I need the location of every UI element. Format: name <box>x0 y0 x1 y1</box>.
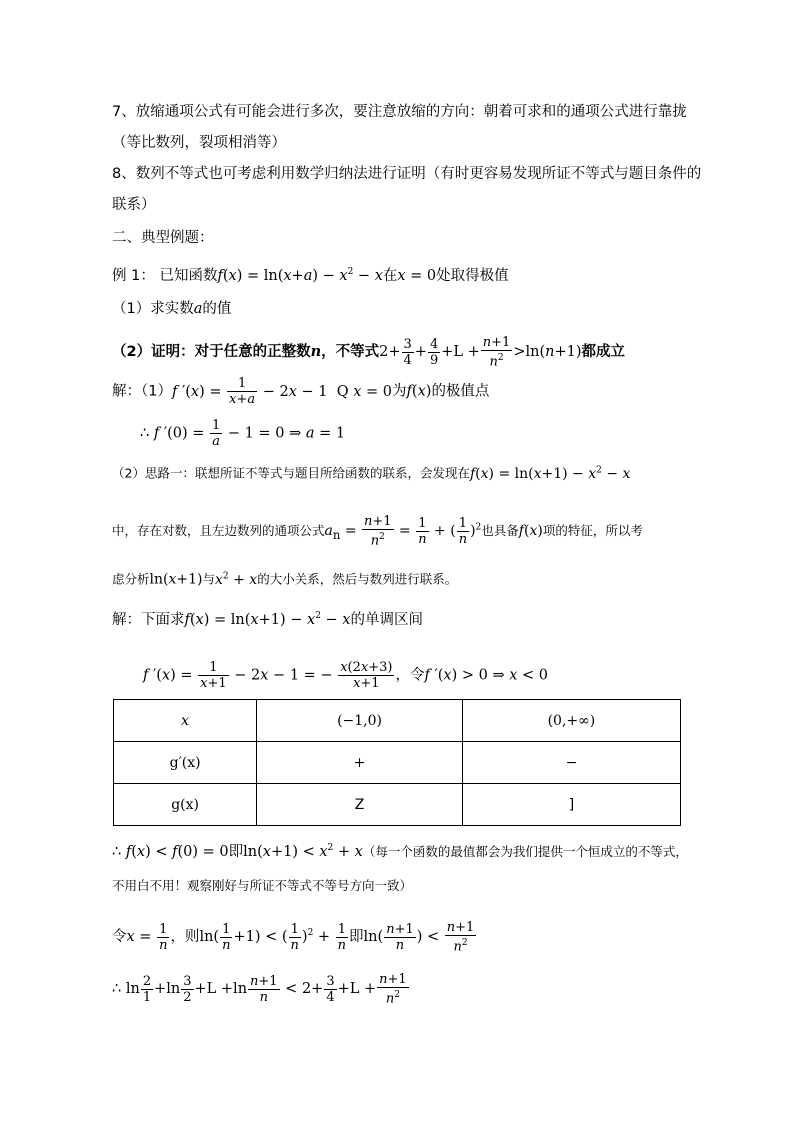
example-text: 在 <box>382 267 398 284</box>
monotonicity-table <box>113 699 681 826</box>
solution-text: 解：下面求 <box>112 611 185 628</box>
substitution-line: 令x = $\frac{1}{n}$ ，则ln( $\frac{1}{n}$ +1) < ( $\frac{1}{n}$ )$^2$ + $\frac{1}{n}$ 即ln( $\frac{n+1}{n}$ ) < $\frac{n+1}{n^2}$ <box>112 920 475 955</box>
question-1 <box>112 299 231 319</box>
conclusion-text: 即 <box>228 843 244 860</box>
table-cell: g(x) <box>114 784 257 826</box>
function-formula: f <box>217 267 223 284</box>
question-variable: n <box>310 343 322 361</box>
example-1-statement: 例 1： 已知函数$f(x) = \ln(x+a) - x^2 - x$在x = 0处取得极值 <box>112 267 509 284</box>
solution-result: ∴ f ′(0) = $\frac{1}{a}$ − 1 = 0 ⇒ a = 1 <box>140 418 346 449</box>
question-variable: a <box>193 301 203 317</box>
question-text: ，不等式 <box>321 344 380 361</box>
table-cell: − <box>462 742 680 784</box>
substitution-text: ，则 <box>170 929 200 946</box>
tip-7-line-1: 7、放缩通项公式有可能会进行多次，要注意放缩的方向：朝着可求和的通项公式进行靠拢 <box>112 104 687 120</box>
idea-text: 的大小关系，然后与数列进行联系。 <box>257 571 458 587</box>
solution-label: 解：（1） <box>112 383 172 400</box>
question-text: （1）求实数 <box>112 301 194 317</box>
idea-text: 虑分析 <box>112 571 150 587</box>
table-cell: g′(x) <box>114 742 257 784</box>
idea-line-2: 中，存在对数，且左边数列的通项公式$a_n$ = $\frac{n+1}{n^2}$ = $\frac{1}{n}$ + ( $\frac{1}{n}$ )$^2$也具备f(x)项的特征，所以考 <box>112 514 643 549</box>
derivative-formula: f ′(x) = $\frac{1}{x+a}$ − 2x − 1 Q x = 0 <box>171 376 393 407</box>
derivative-line: f ′(x) = $\frac{1}{x+1}$ − 2x − 1 = − $\frac{x(2x+3)}{x+1}$ ，令f ′(x) > 0 ⇒ x < 0 <box>143 660 548 691</box>
table-cell: + <box>257 742 463 784</box>
inequality-formula: 2+ $\frac{3}{4}$ + $\frac{4}{9}$ +L + $\frac{n+1}{n^2}$ >ln(n+1) <box>379 335 582 370</box>
idea-line-1: （2）思路一：联想所证不等式与题目所给函数的联系，会发现在$f(x) = \ln(x+1) - x^2 - x$ <box>112 465 631 482</box>
idea-text: 中，存在对数，且左边数列的通项公式 <box>112 523 325 539</box>
table-header-cell: x <box>114 700 257 742</box>
solution-text: 的极值点 <box>431 383 490 400</box>
sum-inequality: ∴ ln $\frac{2}{1}$ +ln $\frac{3}{2}$ +L +ln $\frac{n+1}{n}$ < 2+ $\frac{3}{4}$ +L + $\frac{n+1}{n^2}$ <box>112 972 407 1007</box>
conclusion-line-2: 不用白不用！观察刚好与所证不等式不等号方向一致） <box>112 878 413 893</box>
idea-line-3: 虑分析ln(x+1)与$x^2 + x$的大小关系，然后与数列进行联系。 <box>112 571 458 588</box>
question-2 <box>112 335 625 369</box>
tip-8-line-1: 8、数列不等式也可考虑利用数学归纳法进行证明（有时更容易发现所证不等式与题目条件的 <box>112 166 702 182</box>
solution-text: 为 <box>392 383 407 400</box>
derivative-text: ，令 <box>395 667 425 684</box>
question-text: 的值 <box>202 301 232 317</box>
conclusion-line-1: ∴ f(x) < f(0) = 0即$\ln(x+1) < x^2 + x$（每一个函数的最值都会为我们提供一个恒成立的不等式， <box>112 843 688 860</box>
table-row <box>114 784 681 826</box>
tip-7-line-2: （等比数列，裂项相消等） <box>112 135 286 151</box>
idea-text: （2）思路一：联想所证不等式与题目所给函数的联系，会发现在 <box>112 465 470 481</box>
monotonic-intro: 解：下面求$f(x) = \ln(x+1) - x^2 - x$的单调区间 <box>112 611 423 628</box>
idea-text: 也具备 <box>481 523 519 539</box>
solution-part-1: 解：（1）f ′(x) = $\frac{1}{x+a}$ − 2x − 1 Q x = 0为f(x)的极值点 <box>112 376 490 407</box>
solution-text: 的单调区间 <box>350 611 423 628</box>
example-label: 例 1： <box>112 267 155 284</box>
idea-text: 与 <box>202 571 216 587</box>
substitution-text: 令 <box>112 929 127 946</box>
table-header-cell: (0,+∞) <box>462 700 680 742</box>
section-heading: 二、典型例题： <box>112 230 214 246</box>
table-row <box>114 742 681 784</box>
tip-8-line-2: 联系） <box>112 197 156 213</box>
conclusion-text: （每一个函数的最值都会为我们提供一个恒成立的不等式， <box>362 843 688 859</box>
example-text: 已知函数 <box>159 267 218 284</box>
question-text: （2）证明：对于任意的正整数 <box>112 344 311 361</box>
table-row <box>114 700 681 742</box>
example-text: 处取得极值 <box>436 267 509 284</box>
table-cell: ] <box>462 784 680 826</box>
substitution-text: 即 <box>349 929 364 946</box>
table-cell: Z <box>257 784 463 826</box>
idea-text: 项的特征，所以考 <box>542 523 643 539</box>
question-text: 都成立 <box>581 344 626 361</box>
table-header-cell: (−1,0) <box>257 700 463 742</box>
